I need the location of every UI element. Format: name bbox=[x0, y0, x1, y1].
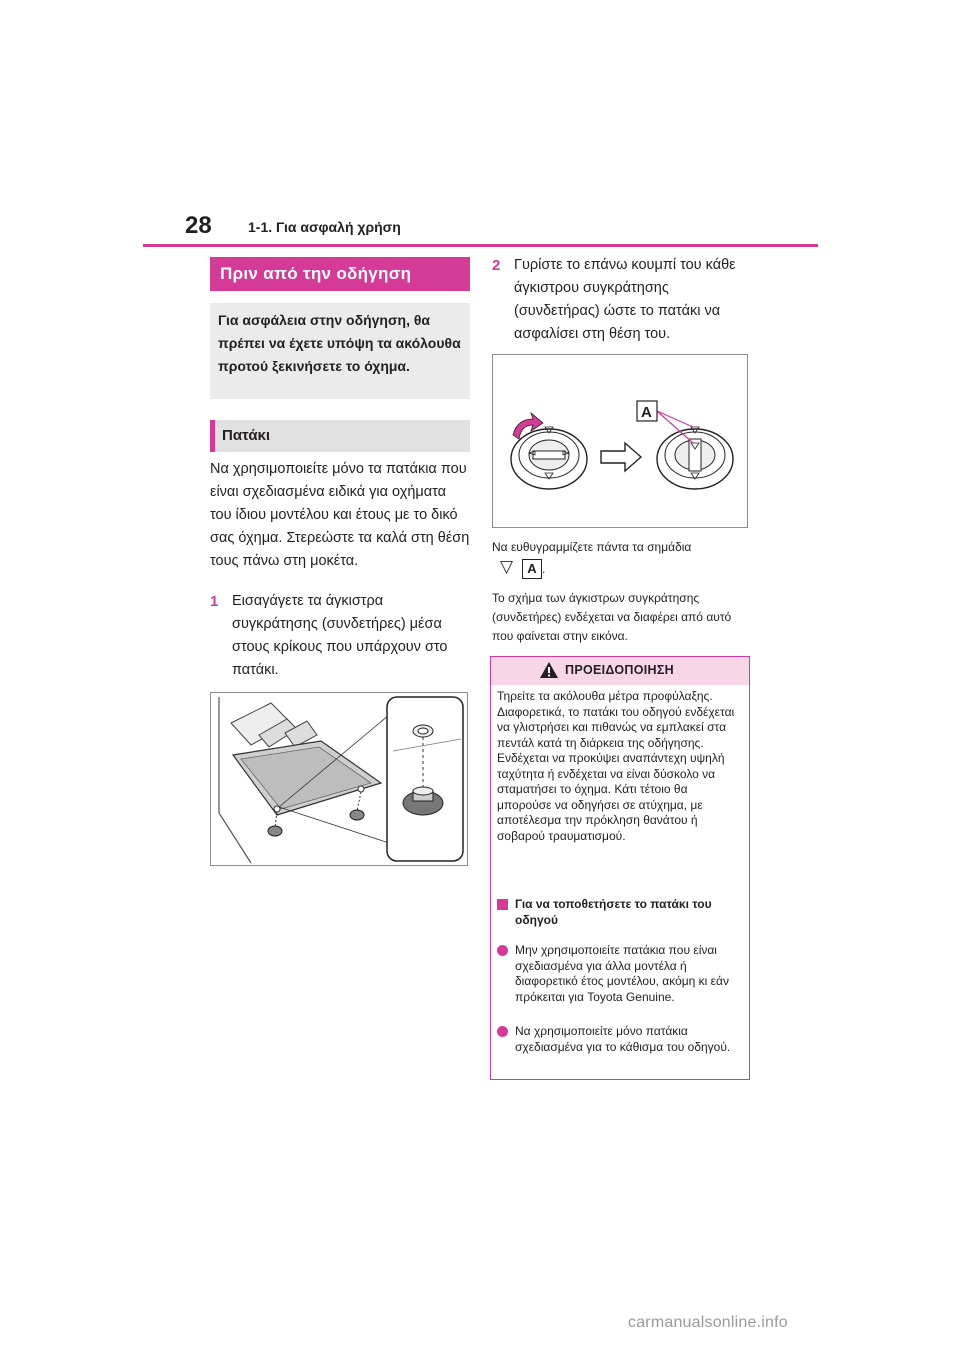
step-text: Γυρίστε το επάνω κουμπί του κάθε άγκιστρου συγκράτησης (συνδετήρας) ώστε το πατάκι να ασφαλίσει στη θέση του. bbox=[514, 257, 736, 342]
round-bullet-icon bbox=[497, 945, 508, 956]
subsection-accent-bar bbox=[210, 420, 215, 452]
chapter-title: 1-1. Για ασφαλή χρήση bbox=[248, 219, 401, 235]
caption-note: Το σχήμα των άγκιστρων συγκράτησης (συνδετήρες) ενδέχεται να διαφέρει από αυτό που φαίνεται στην εικόνα. bbox=[492, 591, 732, 643]
caption-period: . bbox=[542, 562, 546, 576]
subsection-heading bbox=[210, 420, 470, 452]
step-2 bbox=[492, 254, 750, 346]
floor-mat-drawing bbox=[211, 693, 467, 865]
square-bullet-icon bbox=[497, 899, 508, 910]
step-number: 1 bbox=[210, 593, 219, 610]
subsection-title: Πατάκι bbox=[222, 427, 271, 444]
page-number: 28 bbox=[185, 212, 212, 239]
warning-bullet-text: Να χρησιμοποιείτε μόνο πατάκια σχεδιασμένα για το κάθισμα του οδηγού. bbox=[515, 1024, 731, 1054]
warning-header bbox=[491, 657, 749, 685]
step-number: 2 bbox=[492, 257, 501, 274]
triangle-marker-icon: ▽ bbox=[500, 557, 514, 576]
warning-box bbox=[490, 656, 750, 1080]
warning-bullet-1 bbox=[497, 943, 741, 1005]
section-heading: Πριν από την οδήγηση bbox=[210, 257, 470, 291]
warning-subheading-text: Για να τοποθετήσετε το πατάκι του οδηγού bbox=[515, 897, 712, 927]
round-bullet-icon bbox=[497, 1026, 508, 1037]
warning-title: ΠΡΟΕΙΔΟΠΟΙΗΣΗ bbox=[565, 663, 674, 677]
warning-subheading bbox=[497, 897, 741, 928]
clip-rotation-drawing bbox=[493, 355, 747, 527]
intro-box: Για ασφάλεια στην οδήγηση, θα πρέπει να έχετε υπόψη τα ακόλουθα προτού ξεκινήσετε το όχημα. bbox=[210, 303, 470, 399]
header-rule bbox=[143, 244, 818, 247]
warning-body: Τηρείτε τα ακόλουθα μέτρα προφύλαξης. Διαφορετικά, το πατάκι του οδηγού ενδέχεται να γλιστρήσει και πιθανώς να εμπλακεί στα πεντάλ κατά τη διάρκεια της οδήγησης. Ενδέχεται να προκύψει αναπάντεχη υψηλή ταχύτητα ή ενδέχεται να είναι δύσκολο να σταματήσει το όχημα. Κάτι τέτοιο θα μπορούσε να οδηγήσει σε ατύχημα, με αποτέλεσμα την πρόκληση θανάτου ή σοβαρού τραυματισμού. bbox=[497, 689, 735, 843]
warning-triangle-icon bbox=[539, 661, 559, 679]
subsection-body: Να χρησιμοποιείτε μόνο τα πατάκια που είναι σχεδιασμένα ειδικά για οχήματα του ίδιου μοντέλου και έτους με το δικό σας όχημα. Στερεώστε τα καλά στη θέση τους πάνω στη μοκέτα. bbox=[210, 461, 470, 569]
warning-bullet-text: Μην χρησιμοποιείτε πατάκια που είναι σχεδιασμένα για άλλα μοντέλα ή διαφορετικό έτος μοντέλου, ακόμη κι εάν πρόκειται για Toyota Genuine. bbox=[515, 943, 729, 1004]
warning-bullet-2 bbox=[497, 1024, 741, 1055]
floor-mat-illustration bbox=[210, 692, 468, 866]
step-1 bbox=[210, 590, 470, 682]
step-text: Εισαγάγετε τα άγκιστρα συγκράτησης (συνδετήρες) μέσα στους κρίκους που υπάρχουν στο πατάκι. bbox=[232, 593, 448, 678]
caption-symbol-line bbox=[492, 559, 750, 581]
footer-watermark: carmanualsonline.info bbox=[628, 1314, 788, 1331]
clip-rotation-illustration bbox=[492, 354, 748, 528]
caption-line-1: Να ευθυγραμμίζετε πάντα τα σημάδια bbox=[492, 540, 692, 554]
callout-a-box: A bbox=[522, 559, 542, 579]
callout-a-label: A bbox=[641, 404, 652, 421]
